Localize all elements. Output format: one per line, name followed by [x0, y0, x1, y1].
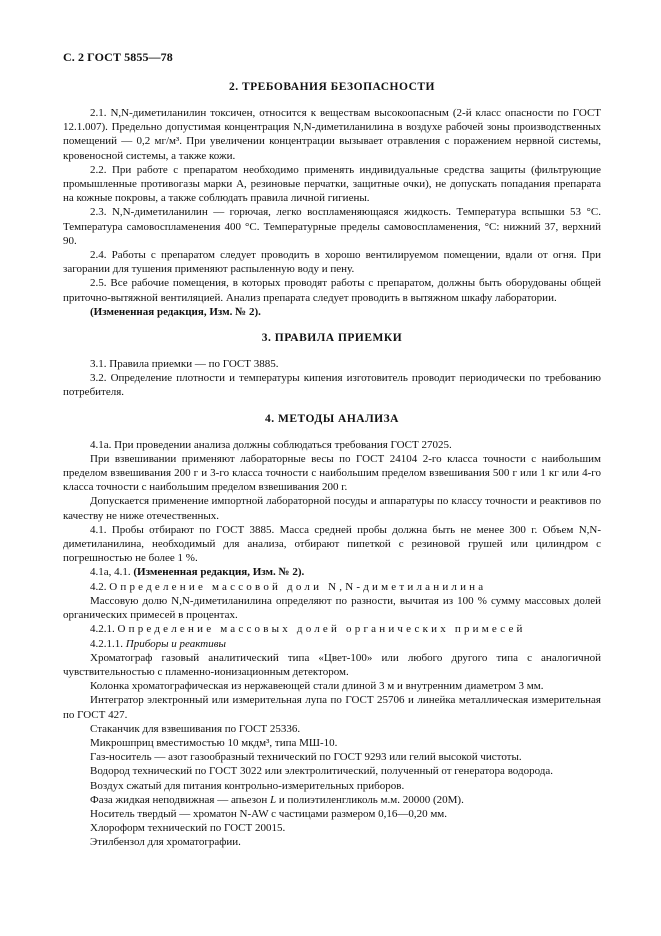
paragraph-2-2: 2.2. При работе с препаратом необходимо применять индивидуальные средства защиты (фильтрующие промышленные противогазы марки А, резиновые перчатки, защитные очки), не допускать попадания препарата на кожные покровы, а также соблюдать правила личной гигиены. [63, 163, 601, 205]
item-liquid-phase-pre: Фаза жидкая неподвижная — апьезон [90, 793, 271, 806]
paragraph-imported-glassware: Допускается применение импортной лабораторной посуды и аппаратуры по классу точности и реактивов по качеству не ниже отечественных. [63, 495, 601, 522]
paragraph-4-2-1-1-number: 4.2.1.1. [90, 637, 126, 650]
paragraph-4-2-1-number: 4.2.1. [90, 623, 118, 636]
paragraph-3-2: 3.2. Определение плотности и температуры кипения изготовитель проводит периодически по требованию потребителя. [63, 372, 601, 399]
paragraph-3-1: 3.1. Правила приемки — по ГОСТ 3885. [90, 358, 279, 371]
paragraph-4-2-heading [63, 580, 601, 594]
item-carrier-gas: Газ-носитель — азот газообразный технический по ГОСТ 9293 или гелий высокой чистоты. [90, 751, 522, 764]
paragraph-4-2-spaced-title: Определение массовой доли N,N-диметиланилина [109, 580, 487, 593]
paragraph-4-2-1-1-italic-title: Приборы и реактивы [125, 637, 226, 650]
edition-note-4 [63, 565, 601, 579]
item-hydrogen: Водород технический по ГОСТ 3022 или электролитический, полученный от генератора водорода. [90, 765, 553, 778]
paragraph-4-1a: 4.1а. При проведении анализа должны соблюдаться требования ГОСТ 27025. [90, 438, 452, 451]
running-head: С. 2 ГОСТ 5855—78 [63, 50, 173, 64]
paragraph-4-2-number: 4.2. [90, 580, 110, 593]
section-2-title: 2. ТРЕБОВАНИЯ БЕЗОПАСНОСТИ [228, 81, 436, 93]
item-compressed-air: Воздух сжатый для питания контрольно-измерительных приборов. [90, 779, 405, 792]
item-chloroform: Хлороформ технический по ГОСТ 20015. [90, 822, 286, 835]
item-liquid-phase [63, 793, 601, 807]
paragraph-4-2-1-1-heading [63, 637, 601, 651]
item-liquid-phase-post: и полиэтиленгликоль м.м. 20000 (20М). [276, 793, 464, 806]
edition-note-2: (Измененная редакция, Изм. № 2). [90, 305, 261, 318]
paragraph-2-5: 2.5. Все рабочие помещения, в которых проводят работы с препаратом, должны быть оборудованы общей приточно-вытяжной вентиляцией. Анализ препарата следует проводить в вытяжном шкафу лаборатории. [63, 277, 601, 304]
paragraph-4-2-1-spaced-title: Определение массовых долей органических примесей [117, 623, 526, 636]
item-liquid-phase-italic: L [270, 793, 277, 806]
paragraph-4-1: 4.1. Пробы отбирают по ГОСТ 3885. Масса средней пробы должна быть не менее 300 г. Объем N,N-диметиланилина, необходимый для анализа, отбирают пипеткой с резиновой грушей или цилиндром с погрешностью не более 1 %. [63, 523, 601, 565]
item-solid-carrier: Носитель твердый — хроматон N-AW с частицами размером 0,16—0,20 мм. [90, 807, 447, 820]
item-column: Колонка хроматографическая из нержавеющей стали длиной 3 м и внутренним диаметром 3 мм. [90, 680, 544, 693]
item-chromatograph: Хроматограф газовый аналитический типа «Цвет-100» или любого другого типа с аналогичной чувствительностью с пламенно-ионизационным детектором. [63, 651, 601, 678]
paragraph-mass-fraction: Массовую долю N,N-диметиланилина определяют по разности, вычитая из 100 % сумму массовых долей органических примесей в процентах. [63, 594, 601, 622]
paragraph-2-4: 2.4. Работы с препаратом следует проводить в хорошо вентилируемом помещении, вдали от огня. При загорании для тушения применяют распыленную воду и пену. [63, 249, 601, 276]
paragraph-4-2-1-heading [63, 622, 601, 636]
paragraph-weighing: При взвешивании применяют лабораторные весы по ГОСТ 24104 2-го класса точности с наибольшим пределом взвешивания 200 г и 3-го класса точности с наибольшим пределом взвешивания 500 г или 1 кг или 4-го класса точности с наибольшим пределом взвешивания 200 г. [63, 452, 601, 494]
section-3-title: 3. ПРАВИЛА ПРИЕМКИ [261, 332, 403, 345]
paragraph-2-1: 2.1. N,N-диметиланилин токсичен, относится к веществам высокоопасным (2-й класс опасности по ГОСТ 12.1.007). Предельно допустимая концентрация N,N-диметиланилина в воздухе рабочей зоны производственных помещений — 0,2 мг/м³. При увеличении концентрации вызывает отравления с поражением нервной системы, кровеносной системы, а также кожи. [63, 107, 601, 162]
edition-note-4-prefix: 4.1а, 4.1. [90, 566, 134, 579]
item-weighing-cup: Стаканчик для взвешивания по ГОСТ 25336. [90, 722, 301, 735]
item-microsyringe: Микрошприц вместимостью 10 мкдм³, типа МШ-10. [90, 736, 338, 749]
edition-note-4-bold: (Измененная редакция, Изм. № 2). [133, 566, 305, 579]
paragraph-2-3: 2.3. N,N-диметиланилин — горючая, легко воспламеняющаяся жидкость. Температура вспышки 53 °С. Температура самовоспламенения 400 °С. Температурные пределы самовоспламенения, °С: нижний 37, верхний 90. [63, 206, 601, 247]
item-ethylbenzene: Этилбензол для хроматографии. [90, 836, 241, 849]
item-integrator: Интегратор электронный или измерительная лупа по ГОСТ 25706 и линейка металлическая измерительная по ГОСТ 427. [63, 694, 601, 721]
page-content [63, 80, 601, 850]
section-4-title: 4. МЕТОДЫ АНАЛИЗА [265, 412, 399, 425]
